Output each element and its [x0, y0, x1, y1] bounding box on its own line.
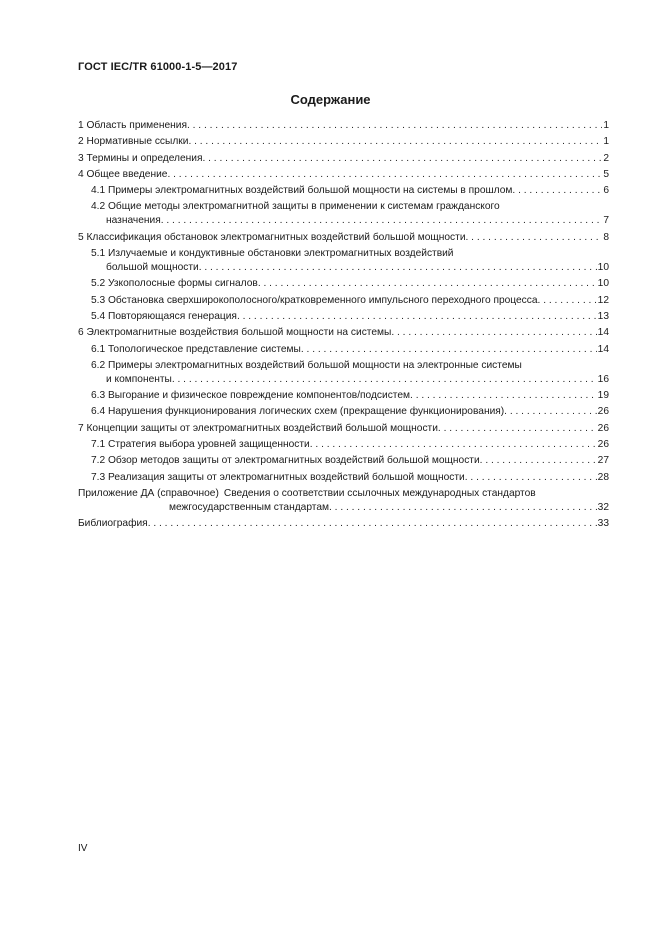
dot-leader [466, 231, 603, 245]
toc-entry-label: назначения [106, 215, 161, 227]
toc-entry-page: 14 [597, 327, 609, 339]
toc-entry-page: 26 [597, 439, 609, 451]
toc-entry[interactable] [78, 168, 609, 182]
dot-leader [188, 135, 602, 149]
dot-leader [167, 168, 602, 182]
toc-entry-page: 12 [597, 294, 609, 306]
dot-leader [329, 501, 597, 515]
toc-entry[interactable] [78, 214, 609, 228]
table-of-contents [78, 119, 609, 531]
dot-leader [301, 343, 597, 357]
toc-title: Содержание [290, 92, 371, 107]
toc-entry-label: 6 Электромагнитные воздействия большой мощности на системы [78, 327, 392, 339]
toc-entry-page: 28 [597, 471, 609, 483]
toc-entry-label: 1 Область применения [78, 120, 187, 131]
toc-entry-label: и компоненты [106, 373, 172, 385]
dot-leader [310, 438, 597, 452]
toc-entry-label: большой мощности [106, 262, 199, 274]
toc-entry-label: 7.3 Реализация защиты от электромагнитных воздействий большой мощности [91, 471, 465, 483]
toc-entry[interactable] [78, 389, 609, 403]
dot-leader [199, 261, 597, 275]
toc-entry-label: 5 Классификация обстановок электромагнитных воздействий большой мощности [78, 231, 466, 243]
toc-entry[interactable] [78, 231, 609, 245]
toc-entry-page: 1 [603, 136, 609, 148]
toc-entry[interactable] [78, 438, 609, 452]
toc-entry-page: 2 [603, 152, 609, 164]
toc-entry-page: 14 [597, 343, 609, 355]
dot-leader [172, 373, 597, 387]
toc-entry-page: 6 [603, 185, 609, 197]
toc-entry-page: 5 [603, 168, 609, 180]
toc-entry-first-line: 6.2 Примеры электромагнитных воздействий большой мощности на электронные системы [91, 359, 522, 371]
toc-entry[interactable] [78, 373, 609, 387]
toc-entry-page: 16 [597, 373, 609, 385]
toc-entry-page: 26 [597, 422, 609, 434]
toc-entry-label: Библиография [78, 518, 148, 530]
toc-entry-label: 6.3 Выгорание и физическое повреждение компонентов/подсистем [91, 390, 411, 402]
toc-entry-page: 33 [597, 518, 609, 530]
toc-entry[interactable] [78, 517, 609, 531]
toc-entry[interactable] [78, 343, 609, 357]
toc-entry-first-line: 5.1 Излучаемые и кондуктивные обстановки электромагнитных воздействий [91, 248, 454, 260]
toc-entry[interactable] [78, 310, 609, 324]
toc-entry-label: 7 Концепции защиты от электромагнитных воздействий большой мощности [78, 422, 438, 434]
toc-entry-label: 6.1 Топологическое представление системы [91, 343, 301, 355]
toc-entry[interactable] [78, 405, 609, 419]
toc-entry-label: 7.1 Стратегия выбора уровней защищенности [91, 439, 310, 451]
dot-leader [538, 294, 597, 308]
dot-leader [237, 310, 597, 324]
toc-entry-page: 32 [597, 501, 609, 513]
toc-entry-first-line: 4.2 Общие методы электромагнитной защиты в применении к системам гражданского [91, 201, 500, 213]
toc-entry-page: 13 [597, 310, 609, 322]
toc-entry-label: 5.4 Повторяющаяся генерация [91, 310, 237, 322]
toc-entry-page: 26 [597, 406, 609, 418]
toc-entry-label: 4.1 Примеры электромагнитных воздействий большой мощности на системы в прошлом [91, 185, 513, 197]
dot-leader [410, 389, 597, 403]
dot-leader [258, 277, 597, 291]
dot-leader [438, 422, 597, 436]
toc-entry[interactable] [78, 294, 609, 308]
toc-entry[interactable] [78, 184, 609, 198]
document-header: ГОСТ IEC/TR 61000-1-5—2017 [78, 61, 238, 73]
dot-leader [148, 517, 597, 531]
dot-leader [465, 471, 597, 485]
toc-entry-label: 4 Общее введение [78, 168, 168, 180]
toc-entry-page: 8 [603, 231, 609, 243]
toc-entry[interactable] [78, 261, 609, 275]
dot-leader [480, 454, 597, 468]
toc-entry[interactable] [78, 152, 609, 166]
dot-leader [512, 184, 602, 198]
appendix-title-first-line: Сведения о соответствии ссылочных международных стандартов [223, 487, 536, 499]
toc-entry-label: 3 Термины и определения [78, 152, 203, 164]
toc-entry-page: 7 [603, 215, 609, 227]
toc-entry[interactable] [78, 454, 609, 468]
toc-entry[interactable] [78, 471, 609, 485]
toc-entry-page: 10 [597, 278, 609, 290]
dot-leader [504, 405, 596, 419]
page-number: IV [78, 843, 88, 854]
appendix-label: Приложение ДА (справочное) [78, 487, 219, 499]
dot-leader [202, 152, 602, 166]
toc-entry-label: 7.2 Обзор методов защиты от электромагнитных воздействий большой мощности [91, 455, 480, 467]
toc-entry[interactable] [78, 501, 609, 515]
toc-entry-label: межгосударственным стандартам [169, 501, 329, 513]
toc-entry-page: 1 [603, 120, 609, 131]
toc-entry[interactable] [78, 422, 609, 436]
dot-leader [161, 214, 603, 228]
toc-entry[interactable] [78, 135, 609, 149]
toc-entry[interactable] [78, 119, 609, 133]
toc-entry[interactable] [78, 277, 609, 291]
toc-entry-label: 5.3 Обстановка сверхширокополосного/кратковременного импульсного переходного процесса [91, 294, 538, 306]
toc-entry-page: 27 [597, 455, 609, 467]
toc-entry[interactable] [78, 326, 609, 340]
toc-entry-page: 19 [597, 390, 609, 402]
dot-leader [187, 119, 602, 133]
toc-entry-label: 5.2 Узкополосные формы сигналов [91, 278, 258, 290]
appendix-entry[interactable] [78, 487, 609, 501]
toc-entry-label: 2 Нормативные ссылки [78, 136, 189, 148]
dot-leader [391, 326, 596, 340]
toc-entry-label: 6.4 Нарушения функционирования логических схем (прекращение функционирования) [91, 406, 505, 418]
toc-entry-page: 10 [597, 262, 609, 274]
